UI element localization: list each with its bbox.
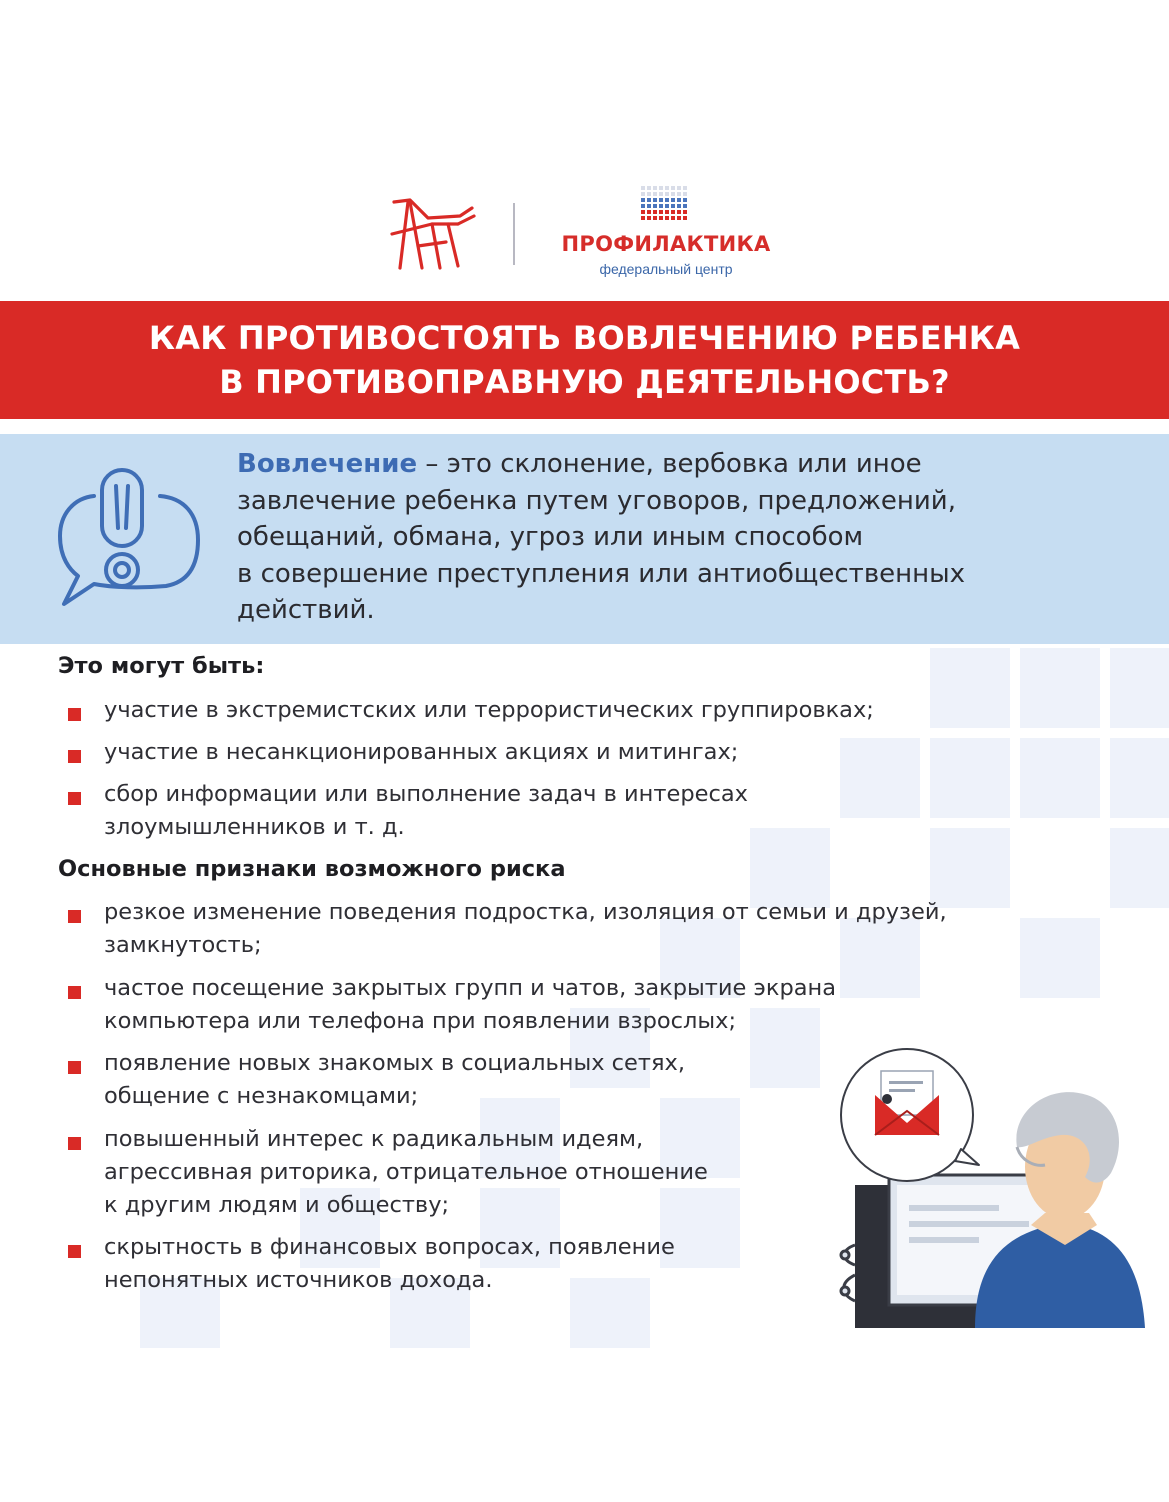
pixel-flag-icon [641,186,691,222]
brand-name: ПРОФИЛАКТИКА [561,232,771,256]
person-at-computer-illustration [835,1045,1145,1328]
bullet-square [68,910,81,923]
definition-line-4: в совершение преступления или антиобщественных [237,558,966,589]
list-item: резкое изменение поведения подростка, изоляция от семьи и друзей, замкнутость; [104,899,947,958]
page-title-line-1: КАК ПРОТИВОСТОЯТЬ ВОВЛЕЧЕНИЮ РЕБЕНКА [148,319,1021,357]
list-item: частое посещение закрытых групп и чатов, закрытие экрана компьютера или телефона при появлении взрослых; [104,975,837,1034]
definition-text [237,446,1137,629]
section-heading-examples: Это могут быть: [58,653,265,679]
horse-chair-logo-icon [388,194,480,270]
logo-divider [513,203,515,265]
page-title-line-2: В ПРОТИВОПРАВНУЮ ДЕЯТЕЛЬНОСТЬ? [219,363,950,401]
list-item: появление новых знакомых в социальных сетях, общение с незнакомцами; [104,1050,686,1109]
bullet-square [68,1137,81,1150]
bullet-square [68,1061,81,1074]
definition-line-1: Вовлечение – это склонение, вербовка или иное [237,449,922,479]
list-item: повышенный интерес к радикальным идеям, агрессивная риторика, отрицательное отношение к другим людям и обществу; [104,1126,708,1218]
list-item: участие в несанкционированных акциях и митингах; [104,739,739,765]
definition-line-2: завлечение ребенка путем уговоров, предложений, [237,485,956,516]
definition-line-5: действий. [237,595,375,625]
bullet-square [68,708,81,721]
bullet-square [68,750,81,763]
bullet-square [68,986,81,999]
section-heading-risk-signs: Основные признаки возможного риска [58,856,566,882]
list-item: скрытность в финансовых вопросах, появление непонятных источников дохода. [104,1234,675,1293]
profilaktika-logo [553,186,779,278]
list-item: участие в экстремистских или террористических группировках; [104,697,874,723]
definition-line-3: обещаний, обмана, угроз или иным способом [237,522,864,552]
brand-subtitle: федеральный центр [599,261,733,277]
definition-term: Вовлечение [237,449,418,479]
title-banner [0,301,1169,419]
exclamation-speech-bubble-icon [54,466,202,608]
list-item: сбор информации или выполнение задач в интересах злоумышленников и т. д. [104,781,748,840]
bullet-square [68,792,81,805]
bullet-square [68,1245,81,1258]
